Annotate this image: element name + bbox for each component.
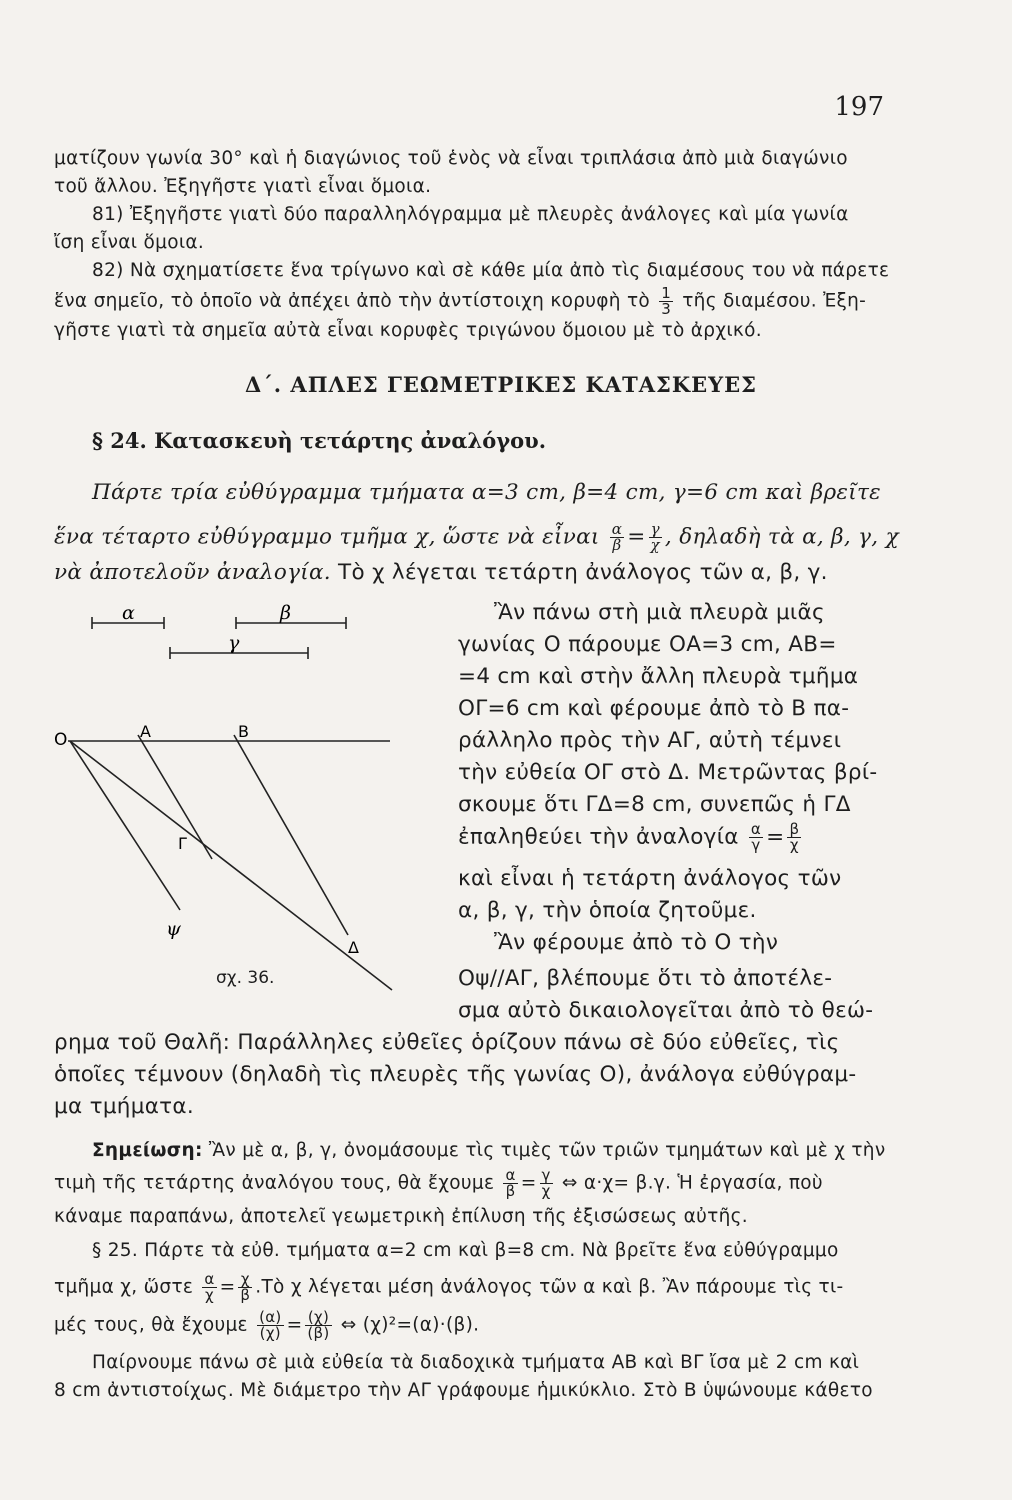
point-A: Α: [140, 722, 151, 741]
chapter-heading: Δ΄. ΑΠΛΕΣ ΓΕΩΜΕΤΡΙΚΕΣ ΚΑΤΑΣΚΕΥΕΣ: [245, 372, 757, 397]
note-label: Σημείωση:: [92, 1140, 203, 1161]
text-line: καὶ εἶναι ἡ τετάρτη ἀνάλογος τῶν: [458, 866, 842, 891]
fraction: $\frac{\alpha}{\beta}$: [611, 520, 623, 554]
fraction: $\frac{(\chi)}{(\beta)}$: [307, 1308, 330, 1342]
text-line: Παίρνουμε πάνω σὲ μιὰ εὐθεία τὰ διαδοχικὰ τμήματα ΑΒ καὶ ΒΓ ἴσα μὲ 2 cm καὶ: [92, 1352, 860, 1373]
exercise-81: 81) Ἐξηγῆστε γιατὶ δύο παραλληλόγραμμα μὲ πλευρὲς ἀνάλογες καὶ μία γωνία: [92, 204, 849, 225]
label-b: β: [280, 602, 291, 624]
fraction: $\frac{\alpha}{\beta}$: [505, 1166, 516, 1200]
text-line: Ἂν φέρουμε ἀπὸ τὸ Ο τὴν: [494, 930, 779, 955]
text-line-with-fraction: ἕνα σημεῖο, τὸ ὁποῖο νὰ ἀπέχει ἀπὸ τὴν ἀντίστοιχη κορυφὴ τὸ $\frac{1}{3}$ τῆς διαμέσου. Ἐξη-: [54, 284, 867, 318]
fraction: $\frac{(\alpha)}{(\chi)}$: [259, 1308, 282, 1342]
text-line: ματίζουν γωνία 30° καὶ ἡ διαγώνιος τοῦ ἑνὸς νὰ εἶναι τριπλάσια ἀπὸ μιὰ διαγώνιο: [54, 148, 848, 169]
exercise-82: 82) Νὰ σχηματίσετε ἕνα τρίγωνο καὶ σὲ κάθε μία ἀπὸ τὶς διαμέσους του νὰ πάρετε: [92, 260, 890, 281]
point-G: Γ: [178, 834, 187, 853]
ray-Oy: [70, 741, 180, 910]
fraction: $\frac{\gamma}{\chi}$: [541, 1166, 551, 1200]
text-line: ὁποῖες τέμνουν (δηλαδὴ τὶς πλευρὲς τῆς γωνίας Ο), ἀνάλογα εὐθύγραμ-: [54, 1062, 857, 1087]
text-line: ἴση εἶναι ὅμοια.: [54, 232, 205, 253]
text-line-with-fraction: ἐπαληθεύει τὴν ἀναλογία $\frac{\alpha}{\gamma}$ = $\frac{\beta}{\chi}$: [458, 820, 800, 854]
text-line: μα τμήματα.: [54, 1094, 195, 1119]
ray-OD: [70, 741, 392, 990]
text-line: ράλληλο πρὸς τὴν ΑΓ, αὐτὴ τέμνει: [458, 728, 842, 753]
figure-36: [52, 595, 402, 1015]
task-line: νὰ ἀποτελοῦν ἀναλογία. Τὸ χ λέγεται τετάρτη ἀνάλογος τῶν α, β, γ.: [54, 560, 828, 585]
figure-caption: σχ. 36.: [216, 968, 275, 988]
task-line: Πάρτε τρία εὐθύγραμμα τμήματα α=3 cm, β=4 cm, γ=6 cm καὶ βρεῖτε: [92, 480, 881, 505]
page-number: 197: [834, 92, 884, 122]
line-BD: [234, 735, 348, 935]
fraction: $\frac{\alpha}{\gamma}$: [750, 820, 762, 854]
note-line-with-fraction: τιμὴ τῆς τετάρτης ἀναλόγου τους, θὰ ἔχουμε $\frac{\alpha}{\beta}$ = $\frac{\gamma}{\chi}$ ⇔ α·χ= β.γ. Ἡ ἐργασία, ποὺ: [54, 1166, 823, 1200]
fraction: $\frac{\beta}{\chi}$: [789, 820, 800, 854]
text-line: σμα αὐτὸ δικαιολογεῖται ἀπὸ τὸ θεώ-: [458, 998, 874, 1023]
section-25-fraction-line: μές τους, θὰ ἔχουμε $\frac{(\alpha)}{(\chi)}$ = $\frac{(\chi)}{(\beta)}$ ⇔ (χ)²=(α)·(β).: [54, 1308, 480, 1342]
fraction: $\frac{\chi}{\beta}$: [240, 1270, 251, 1304]
line-AG: [138, 735, 212, 859]
text-line: τὴν εὐθεία ΟΓ στὸ Δ. Μετρῶντας βρί-: [458, 760, 878, 785]
text-line: Ἂν πάνω στὴ μιὰ πλευρὰ μιᾶς: [494, 600, 825, 625]
point-B: Β: [238, 722, 249, 741]
text-line: ΟΓ=6 cm καὶ φέρουμε ἀπὸ τὸ Β πα-: [458, 696, 850, 721]
task-line-with-fraction: ἕνα τέταρτο εὐθύγραμμο τμῆμα χ, ὥστε νὰ εἶναι $\frac{\alpha}{\beta}$ = $\frac{\gamma}{\chi}$ , δηλαδὴ τὰ α, β, γ, χ: [54, 520, 899, 554]
fraction: $\frac{\gamma}{\chi}$: [650, 520, 660, 554]
fraction: $\frac{\alpha}{\chi}$: [204, 1270, 215, 1304]
note-line: Σημείωση: Ἂν μὲ α, β, γ, ὀνομάσουμε τὶς τιμὲς τῶν τριῶν τμημάτων καὶ μὲ χ τὴν: [92, 1140, 886, 1161]
section-25-line: § 25. Πάρτε τὰ εὐθ. τμήματα α=2 cm καὶ β=8 cm. Νὰ βρεῖτε ἕνα εὐθύγραμμο: [92, 1240, 839, 1261]
point-O: Ο: [54, 730, 68, 750]
label-a: α: [122, 602, 135, 624]
point-D: Δ: [348, 938, 359, 957]
text-line: ρημα τοῦ Θαλῆ: Παράλληλες εὐθεῖες ὁρίζουν πάνω σὲ δύο εὐθεῖες, τὶς: [54, 1030, 840, 1055]
text-line: σκουμε ὅτι ΓΔ=8 cm, συνεπῶς ἡ ΓΔ: [458, 792, 851, 817]
section-24-title: § 24. Κατασκευὴ τετάρτης ἀναλόγου.: [92, 428, 547, 453]
section-25-fraction-line: τμῆμα χ, ὥστε $\frac{\alpha}{\chi}$ = $\frac{\chi}{\beta}$ .Τὸ χ λέγεται μέση ἀνάλογος τῶν α καὶ β. Ἂν πάρουμε τὶς τι-: [54, 1270, 844, 1304]
text-line: Οψ//ΑΓ, βλέπουμε ὅτι τὸ ἀποτέλε-: [458, 966, 833, 991]
text-line: α, β, γ, τὴν ὁποία ζητοῦμε.: [458, 898, 757, 923]
text-line: γῆστε γιατὶ τὰ σημεῖα αὐτὰ εἶναι κορυφὲς τριγώνου ὅμοιου μὲ τὸ ἀρχικό.: [54, 320, 762, 341]
text-line: τοῦ ἄλλου. Ἐξηγῆστε γιατὶ εἶναι ὅμοια.: [54, 176, 432, 197]
label-g: γ: [228, 632, 240, 654]
text-line: γωνίας Ο πάρουμε ΟΑ=3 cm, ΑΒ=: [458, 632, 837, 657]
label-y: ψ: [166, 918, 181, 940]
fraction-one-third: $\frac{1}{3}$: [661, 284, 672, 318]
text-line: 8 cm ἀντιστοίχως. Μὲ διάμετρο τὴν ΑΓ γράφουμε ἡμικύκλιο. Στὸ Β ὑψώνουμε κάθετο: [54, 1380, 873, 1401]
note-line: κάναμε παραπάνω, ἀποτελεῖ γεωμετρικὴ ἐπίλυση τῆς ἐξισώσεως αὐτῆς.: [54, 1206, 748, 1227]
text-line: =4 cm καὶ στὴν ἄλλη πλευρὰ τμῆμα: [458, 664, 859, 689]
